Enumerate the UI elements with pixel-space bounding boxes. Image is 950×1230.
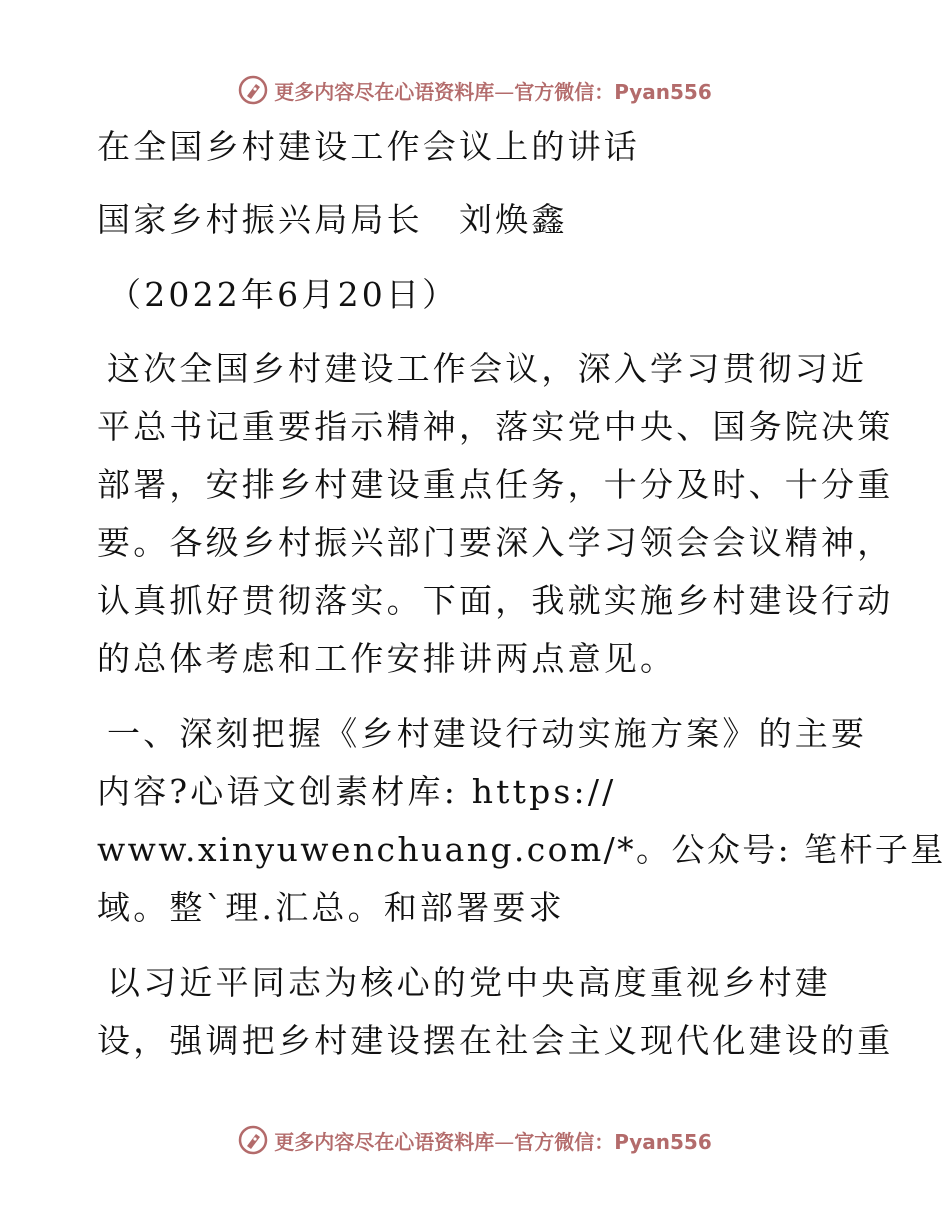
paragraph-line: 以习近平同志为核心的党中央高度重视乡村建	[107, 963, 831, 1002]
section-heading-line: www.xinyuwenchuang.com/*。公众号: 笔杆子星	[97, 830, 946, 869]
section-heading-line: 一、深刻把握《乡村建设行动实施方案》的主要	[107, 714, 868, 753]
paragraph-line: 的总体考虑和工作安排讲两点意见。	[97, 639, 677, 678]
watermark-banner-bottom	[0, 1120, 950, 1160]
paragraph-line: 设，强调把乡村建设摆在社会主义现代化建设的重	[97, 1021, 894, 1060]
document-date: （2022年6月20日）	[108, 275, 459, 314]
document-title: 在全国乡村建设工作会议上的讲话	[97, 127, 640, 166]
pen-nib-logo-icon	[238, 1125, 268, 1155]
paragraph-line: 部署，安排乡村建设重点任务，十分及时、十分重	[97, 465, 894, 504]
watermark-text: 更多内容尽在心语资料库—官方微信：Pyan556	[274, 1129, 712, 1154]
paragraph-line: 要。各级乡村振兴部门要深入学习领会会议精神，	[97, 523, 894, 562]
paragraph-line: 认真抓好贯彻落实。下面，我就实施乡村建设行动	[97, 581, 894, 620]
paragraph-line: 这次全国乡村建设工作会议，深入学习贯彻习近	[107, 349, 868, 388]
watermark-banner-top	[0, 70, 950, 110]
document-author: 国家乡村振兴局局长 刘焕鑫	[97, 200, 568, 239]
pen-nib-logo-icon	[238, 75, 268, 105]
paragraph-line: 平总书记重要指示精神，落实党中央、国务院决策	[97, 407, 894, 446]
section-heading-line: 内容?心语文创素材库: https://	[97, 772, 617, 811]
section-heading-line: 域。整`理.汇总。和部署要求	[97, 888, 565, 927]
watermark-text: 更多内容尽在心语资料库—官方微信：Pyan556	[274, 79, 712, 104]
